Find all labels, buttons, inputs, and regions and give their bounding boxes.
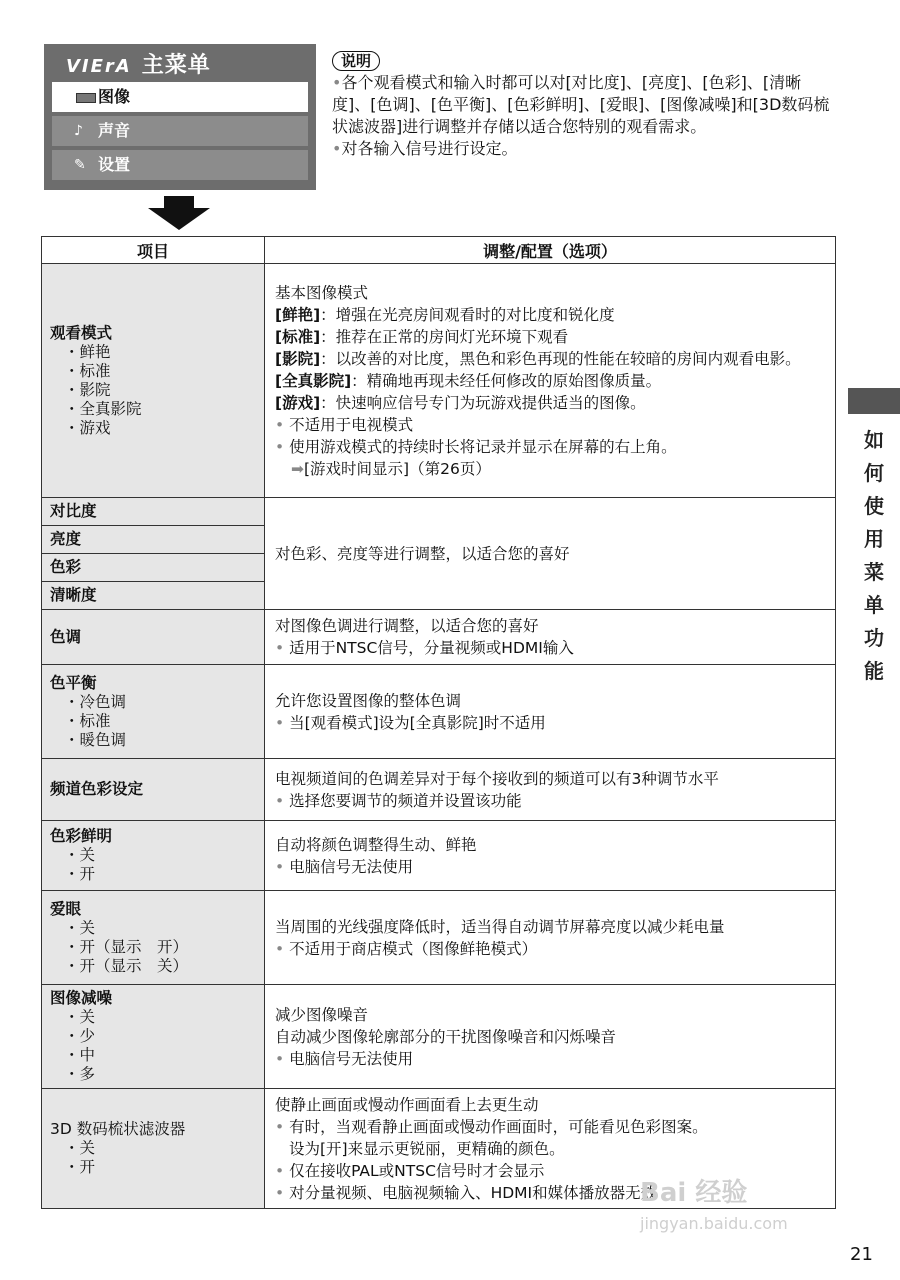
row-desc-vivid-color: 自动将颜色调整得生动、鲜艳 • 电脑信号无法使用: [265, 821, 836, 891]
row-desc-viewing-mode: 基本图像模式 [鲜艳]：增强在光亮房间观看时的对比度和锐化度 [标准]：推荐在正常的房间灯光环境下观看 [影院]：以改善的对比度，黑色和彩色再现的性能在较暗的房间内观看电影。 [全真影院]：精确地再现未经任何修改的原始图像质量。 [游戏]：快速响应信号专门为玩游戏提供适当的图像。 • 不适用于电视模式 • 使用游戏模式的持续时长将记录并显示在屏幕的右上角。 ➡[游戏时间显示]（第26页）: [265, 264, 836, 498]
table-row: [42, 759, 836, 821]
row-desc-adjust: 对色彩、亮度等进行调整，以适合您的喜好: [265, 498, 836, 610]
row-title-vivid-color: 色彩鲜明 ・关 ・开: [42, 821, 265, 891]
page-number: 21: [850, 1244, 873, 1265]
row-title-sharpness: 清晰度: [42, 582, 265, 610]
table-row: [42, 264, 836, 498]
watermark-url: jingyan.baidu.com: [640, 1214, 788, 1233]
reference-arrow-icon: ➡: [291, 459, 304, 478]
menu-item-sound[interactable]: ♪ 声音: [52, 116, 308, 146]
side-section-label: 如何使用菜单功能: [864, 428, 884, 683]
music-note-icon: ♪: [74, 123, 83, 139]
row-title-viewing-mode: 观看模式 ・鲜艳 ・标准 ・影院 ・全真影院 ・游戏: [42, 264, 265, 498]
row-desc-channel-color: 电视频道间的色调差异对于每个接收到的频道可以有3种调节水平 • 选择您要调节的频道并设置该功能: [265, 759, 836, 821]
row-desc-eco: 当周围的光线强度降低时，适当得自动调节屏幕亮度以减少耗电量 • 不适用于商店模式（图像鲜艳模式）: [265, 891, 836, 985]
notes-header: 说明: [332, 51, 380, 71]
row-title-comb-filter: 3D 数码梳状滤波器 ・关 ・开: [42, 1089, 265, 1209]
note-2: •对各输入信号进行设定。: [332, 139, 518, 158]
table-row: [42, 665, 836, 759]
row-title-contrast: 对比度: [42, 498, 265, 526]
menu-title: VIErA 主菜单: [66, 53, 211, 78]
main-menu-panel: [44, 44, 316, 190]
watermark-logo: Bai 经验: [640, 1178, 748, 1208]
row-desc-comb-filter: 使静止画面或慢动作画面看上去更生动 • 有时，当观看静止画面或慢动作画面时，可能看见色彩图案。 设为[开]来显示更锐丽，更精确的颜色。 • 仅在接收PAL或NTSC信号时才会显示 • 对分量视频、电脑视频输入、HDMI和媒体播放器无效: [265, 1089, 836, 1209]
notes-box: [332, 50, 832, 160]
col-header-item: 项目: [42, 237, 265, 264]
brand-logo: VIErA: [66, 56, 132, 77]
side-tab-marker: [848, 388, 900, 414]
down-arrow-icon: [148, 196, 210, 230]
row-title-color-balance: 色平衡 ・冷色调 ・标准 ・暖色调: [42, 665, 265, 759]
col-header-desc: 调整/配置（选项）: [265, 237, 836, 264]
row-title-color: 色彩: [42, 554, 265, 582]
table-row: [42, 985, 836, 1089]
row-desc-noise-reduction: 减少图像噪音 自动减少图像轮廓部分的干扰图像噪音和闪烁噪音 • 电脑信号无法使用: [265, 985, 836, 1089]
menu-item-setup[interactable]: ✎ 设置: [52, 150, 308, 180]
row-desc-color-balance: 允许您设置图像的整体色调 • 当[观看模式]设为[全真影院]时不适用: [265, 665, 836, 759]
settings-icon: ✎: [74, 157, 86, 173]
table-row: [42, 821, 836, 891]
row-title-noise-reduction: 图像减噪 ・关 ・少 ・中 ・多: [42, 985, 265, 1089]
row-title-brightness: 亮度: [42, 526, 265, 554]
table-row: [42, 610, 836, 665]
table-row: [42, 498, 836, 526]
row-title-tint: 色调: [42, 610, 265, 665]
row-title-eco: 爱眼 ・关 ・开（显示 开） ・开（显示 关）: [42, 891, 265, 985]
picture-settings-table: [41, 236, 836, 1209]
menu-item-picture[interactable]: 图像: [52, 82, 308, 112]
table-row: [42, 891, 836, 985]
row-title-channel-color: 频道色彩设定: [42, 759, 265, 821]
picture-icon: [76, 93, 96, 103]
row-desc-tint: 对图像色调进行调整，以适合您的喜好 • 适用于NTSC信号，分量视频或HDMI输入: [265, 610, 836, 665]
note-1: •各个观看模式和输入时都可以对[对比度]、[亮度]、[色彩]、[清晰度]、[色调]、[色平衡]、[色彩鲜明]、[爱眼]、[图像减噪]和[3D数码梳状滤波器]进行调整并存储以适合您特别的观看需求。: [332, 73, 830, 136]
